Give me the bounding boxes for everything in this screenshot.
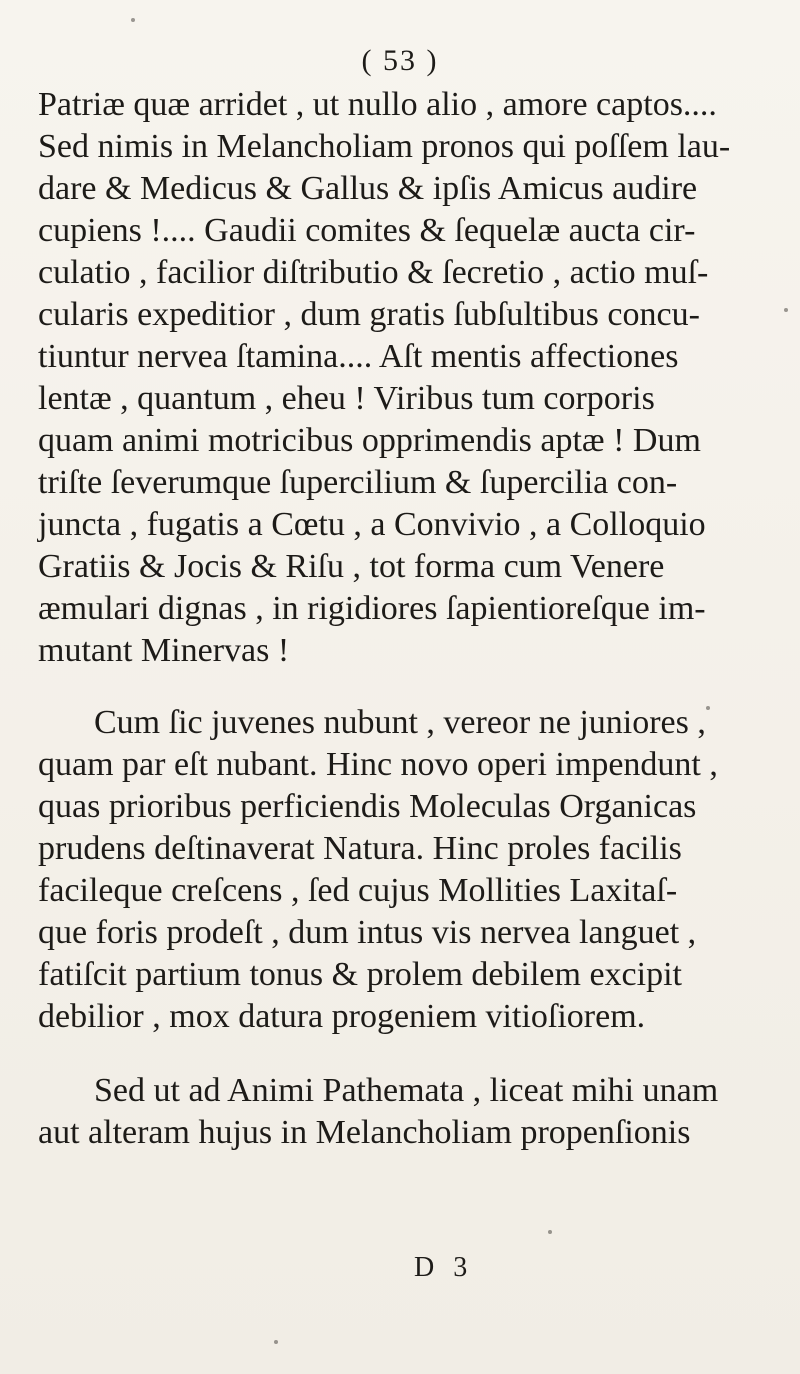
- text-line: cularis expeditior , dum gratis ſubſultibus concu-: [38, 296, 700, 333]
- page-number: ( 53 ): [361, 44, 439, 77]
- text-line: mutant Minervas !: [38, 632, 290, 669]
- text-line: tiuntur nervea ſtamina.... Aſt mentis affectiones: [38, 338, 679, 375]
- text-line: quam par eſt nubant. Hinc novo operi impendunt ,: [38, 746, 718, 783]
- catchword: D 3: [414, 1252, 474, 1283]
- text-line: quas prioribus perficiendis Moleculas Organicas: [38, 788, 697, 825]
- text-line: aut alteram hujus in Melancholiam propenſionis: [38, 1114, 691, 1151]
- text-line: triſte ſeverumque ſupercilium & ſupercilia con-: [38, 464, 678, 501]
- text-line: lentæ , quantum , eheu ! Viribus tum corporis: [38, 380, 655, 417]
- text-line: Patriæ quæ arridet , ut nullo alio , amore captos....: [38, 86, 717, 123]
- text-line: quam animi motricibus opprimendis aptæ ! Dum: [38, 422, 701, 459]
- text-line: dare & Medicus & Gallus & ipſis Amicus audire: [38, 170, 698, 207]
- text-line: que foris prodeſt , dum intus vis nervea languet ,: [38, 914, 697, 951]
- text-line: prudens deſtinaverat Natura. Hinc proles facilis: [38, 830, 682, 867]
- text-line: fatiſcit partium tonus & prolem debilem excipit: [38, 956, 682, 993]
- text-line: Gratiis & Jocis & Riſu , tot forma cum Venere: [38, 548, 665, 585]
- text-line: cupiens !.... Gaudii comites & ſequelæ aucta cir-: [38, 212, 696, 249]
- text-line: Sed nimis in Melancholiam pronos qui poſſem lau-: [38, 128, 731, 165]
- text-line: Sed ut ad Animi Pathemata , liceat mihi unam: [94, 1072, 719, 1109]
- text-line: debilior , mox datura progeniem vitioſiorem.: [38, 998, 646, 1035]
- text-line: juncta , fugatis a Cœtu , a Convivio , a Colloquio: [38, 506, 706, 543]
- text-line: æmulari dignas , in rigidiores ſapientioreſque im-: [38, 590, 706, 627]
- text-line: facileque creſcens , ſed cujus Mollities Laxitaſ-: [38, 872, 678, 909]
- text-line: Cum ſic juvenes nubunt , vereor ne juniores ,: [94, 704, 706, 741]
- text-line: culatio , facilior diſtributio & ſecretio , actio muſ-: [38, 254, 709, 291]
